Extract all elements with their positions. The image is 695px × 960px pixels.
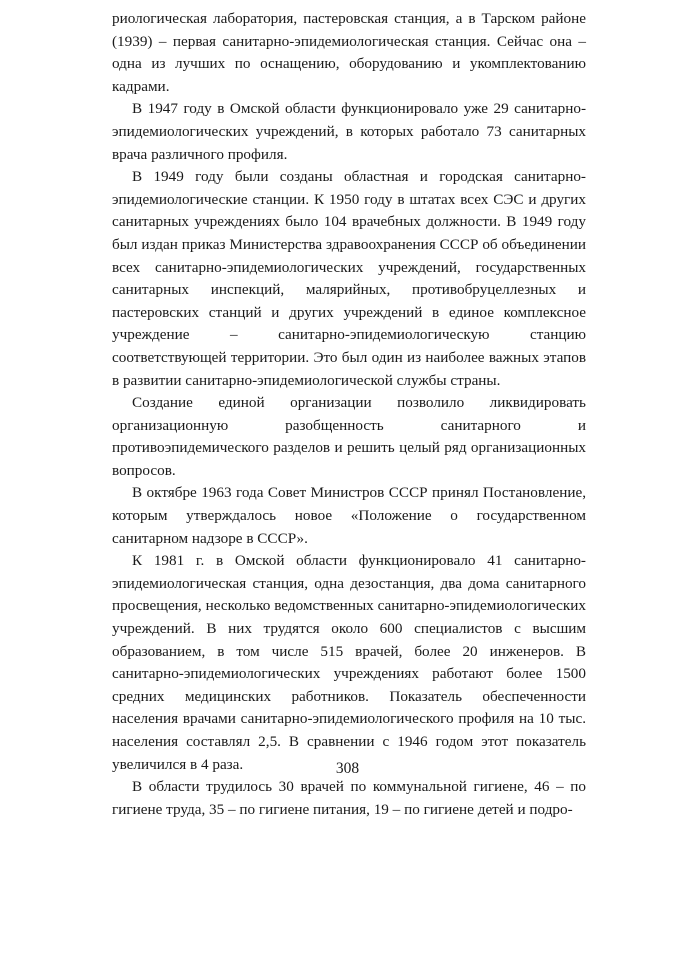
page-number: 308 <box>335 760 360 777</box>
paragraph-4: Создание единой организации позволило ликвидировать организационную разобщенность санитарного и противоэпидемического разделов и решить целый ряд организационных вопросов. <box>112 394 586 479</box>
paragraph-7: В области трудилось 30 врачей по коммунальной гигиене, 46 – по гигиене труда, 35 – по гигиене питания, 19 – по гигиене детей и подро- <box>112 778 586 818</box>
paragraph-3: В 1949 году были созданы областная и городская санитарно-эпидемиологические станции. К 1950 году в штатах всех СЭС и других санитарных учреждениях было 104 врачебных должности. В 1949 году был издан приказ Министерства здравоохранения СССР об объединении всех санитарно-эпидемиологических учреждений, государственных санитарных инспекций, малярийных, противобруцеллезных и пастеровских станций и других учреждений в единое комплексное учреждение – санитарно-эпидемиологическую станцию соответствующей территории. Это был один из наиболее важных этапов в развитии санитарно-эпидемиологической службы страны. <box>112 168 586 389</box>
paragraph-6: К 1981 г. в Омской области функционировало 41 санитарно-эпидемиологическая станция, одна дезостанция, два дома санитарного просвещения, несколько ведомственных санитарно-эпидемиологических учреждений. В них трудятся около 600 специалистов с высшим образованием, в том числе 515 врачей, более 20 инженеров. В санитарно-эпидемиологических учреждениях работают более 1500 средних медицинских работников. Показатель обеспеченности населения врачами санитарно-эпидемиологического профиля на 10 тыс. населения составлял 2,5. В сравнении с 1946 годом этот показатель увеличился в 4 раза. <box>112 552 586 773</box>
page-body <box>112 8 586 821</box>
paragraph-5: В октябре 1963 года Совет Министров СССР принял Постановление, которым утверждалось новое «Положение о государственном санитарном надзоре в СССР». <box>112 484 586 547</box>
paragraph-1: риологическая лаборатория, пастеровская станция, а в Тарском районе (1939) – первая санитарно-эпидемиологическая станция. Сейчас она – одна из лучших по оснащению, оборудованию и укомплектованию кадрами. <box>112 10 586 95</box>
paragraph-2: В 1947 году в Омской области функционировало уже 29 санитарно-эпидемиологических учреждений, в которых работало 73 санитарных врача различного профиля. <box>112 100 586 163</box>
